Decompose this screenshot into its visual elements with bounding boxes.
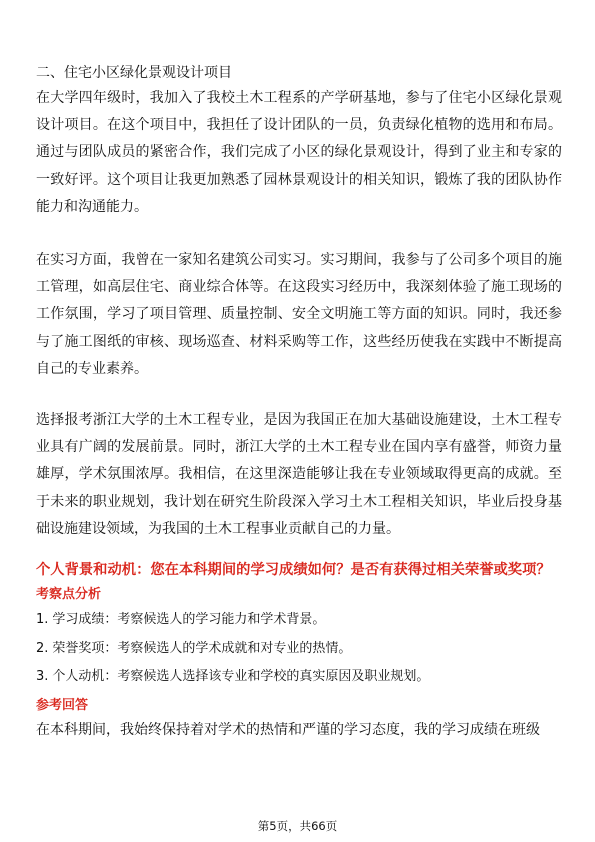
list-item-text: 荣誉奖项：考察候选人的学术成就和对专业的热情。 — [52, 640, 352, 656]
list-item-number: 2. — [36, 640, 49, 656]
answer-paragraph: 在本科期间，我始终保持着对学术的热情和严谨的学习态度，我的学习成绩在班级 — [36, 721, 540, 738]
paragraph-motivation: 选择报考浙江大学的土木工程专业，是因为我国正在加大基础设施建设，土木工程专业具有广阔的发展前景。同时，浙江大学的土木工程专业在国内享有盛誉，师资力量雄厚，学术氛围浓厚。我相信，在这里深造能够让我在专业领域取得更高的成就。至于未来的职业规划，我计划在研究生阶段深入学习土木工程相关知识，毕业后投身基础设施建设领域，为我国的土木工程事业贡献自己的力量。 — [36, 412, 562, 537]
paragraph-internship: 在实习方面，我曾在一家知名建筑公司实习。实习期间，我参与了公司多个项目的施工管理，如高层住宅、商业综合体等。在这段实习经历中，我深刻体验了施工现场的工作氛围，学习了项目管理、质量控制、安全文明施工等方面的知识。同时，我还参与了施工图纸的审核、现场巡查、材料采购等工作，这些经历使我在实践中不断提高自己的专业素养。 — [36, 252, 562, 377]
analysis-list — [36, 606, 562, 692]
list-item — [36, 635, 562, 664]
list-item-number: 3. — [36, 669, 49, 685]
document-page — [36, 62, 562, 744]
answer-heading: 参考回答 — [36, 697, 89, 713]
section-heading: 二、住宅小区绿化景观设计项目 — [36, 65, 232, 81]
question-title: 个人背景和动机：您在本科期间的学习成绩如何？是否有获得过相关荣誉或奖项？ — [36, 562, 551, 579]
page-number: 第5页，共66页 — [257, 819, 338, 833]
analysis-heading: 考察点分析 — [36, 587, 102, 603]
list-item-text: 个人动机：考察候选人选择该专业和学校的真实原因及职业规划。 — [52, 669, 430, 685]
paragraph-project: 在大学四年级时，我加入了我校土木工程系的产学研基地，参与了住宅小区绿化景观设计项目。在这个项目中，我担任了设计团队的一员，负责绿化植物的选用和布局。通过与团队成员的紧密合作，我们完成了小区的绿化景观设计，得到了业主和专家的一致好评。这个项目让我更加熟悉了园林景观设计的相关知识，锻炼了我的团队协作能力和沟通能力。 — [36, 90, 562, 215]
list-item-number: 1. — [36, 612, 49, 628]
list-item — [36, 606, 562, 635]
list-item — [36, 663, 562, 692]
list-item-text: 学习成绩：考察候选人的学习能力和学术背景。 — [52, 612, 326, 628]
